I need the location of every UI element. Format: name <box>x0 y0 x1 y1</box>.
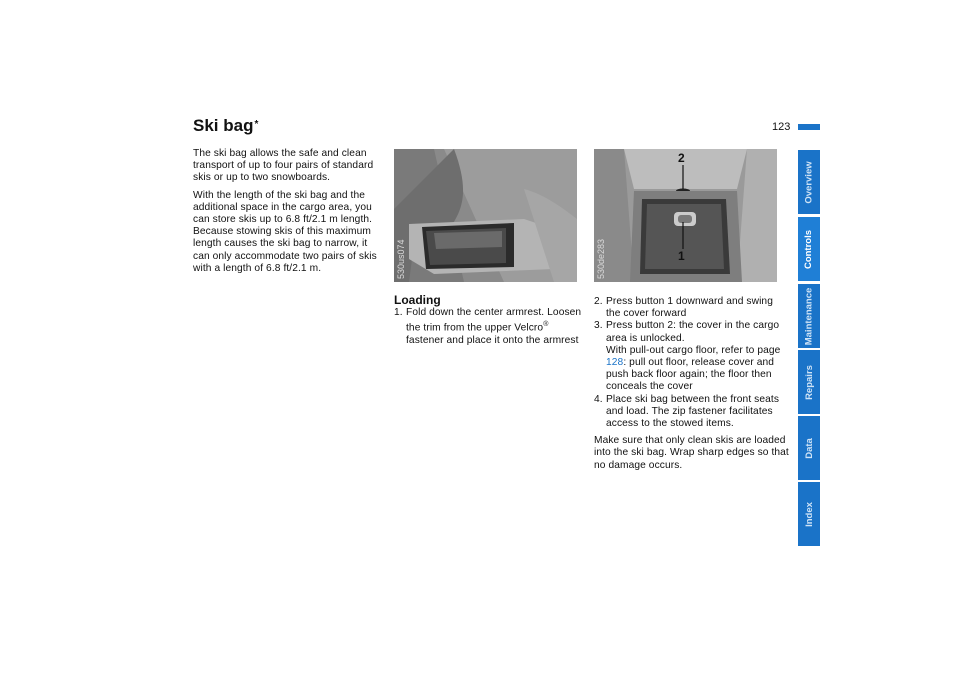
step-extra-text: With pull-out cargo floor, refer to page <box>606 344 781 356</box>
list-item <box>594 320 790 393</box>
callout-label-2: 2 <box>678 151 685 165</box>
registered-mark: ® <box>543 321 549 329</box>
page-number: 123 <box>772 121 791 133</box>
cargo-cover-illustration <box>594 149 777 282</box>
cargo-cover-figure <box>594 149 777 282</box>
step-text: Fold down the center armrest. Loosen the trim from the upper Velcro <box>406 307 582 334</box>
step-text: Press button 1 downward and swing the cover forward <box>606 296 773 320</box>
page-title-text: Ski bag <box>193 116 254 135</box>
step-number: 3. <box>594 320 603 332</box>
tab-label: Repairs <box>803 364 815 400</box>
list-item <box>594 394 790 431</box>
loading-steps-col1 <box>394 307 584 347</box>
optional-equipment-marker: * <box>254 119 259 130</box>
step-text: Place ski bag between the front seats and load. The zip fastener facilitates access to the stowed items. <box>606 393 780 430</box>
loading-steps-col2 <box>594 296 790 477</box>
list-item <box>394 307 584 347</box>
armrest-illustration <box>394 149 577 282</box>
tab-repairs[interactable] <box>798 350 820 414</box>
tab-index[interactable] <box>798 482 820 546</box>
step-number: 2. <box>594 296 603 307</box>
intro-text <box>193 148 383 280</box>
section-heading-loading: Loading <box>394 293 441 307</box>
intro-paragraph-2: With the length of the ski bag and the additional space in the cargo area, you can store skis up to 6.8 ft/2.1 m length. Because stowing skis of this maximum length causes the ski bag to narrow, it can only accommodate two pairs of skis with a length of 6.8 ft/2.1 m. <box>193 189 377 274</box>
tab-maintenance[interactable] <box>798 284 820 348</box>
tab-overview[interactable] <box>798 150 820 214</box>
tab-label: Controls <box>803 229 815 269</box>
page-title <box>193 116 258 136</box>
page-marker <box>798 124 820 130</box>
tab-label: Overview <box>803 160 815 204</box>
step-number: 1. <box>394 307 403 318</box>
note-paragraph: Make sure that only clean skis are loaded into the ski bag. Wrap sharp edges so that no damage occurs. <box>594 435 789 471</box>
figure-code: 530us074 <box>396 239 406 279</box>
tab-label: Index <box>803 501 815 527</box>
tab-controls[interactable] <box>798 217 820 281</box>
step-text-continued: fastener and place it onto the armrest <box>406 334 579 346</box>
step-extra-text-continued: : pull out floor, release cover and push back floor again; the floor then conceals the cover <box>606 357 775 393</box>
intro-paragraph-1: The ski bag allows the safe and clean transport of up to four pairs of standard skis or up to two snowboards. <box>193 148 374 184</box>
armrest-figure <box>394 149 577 282</box>
step-number: 4. <box>594 393 603 405</box>
step-text: Press button 2: the cover in the cargo area is unlocked. <box>606 320 780 344</box>
tab-label: Data <box>803 437 815 459</box>
tab-label: Maintenance <box>803 287 815 345</box>
tab-data[interactable] <box>798 416 820 480</box>
callout-label-1: 1 <box>678 249 685 263</box>
page-reference-link[interactable]: 128 <box>606 357 624 369</box>
figure-code: 530de283 <box>596 238 606 279</box>
list-item <box>594 296 790 320</box>
